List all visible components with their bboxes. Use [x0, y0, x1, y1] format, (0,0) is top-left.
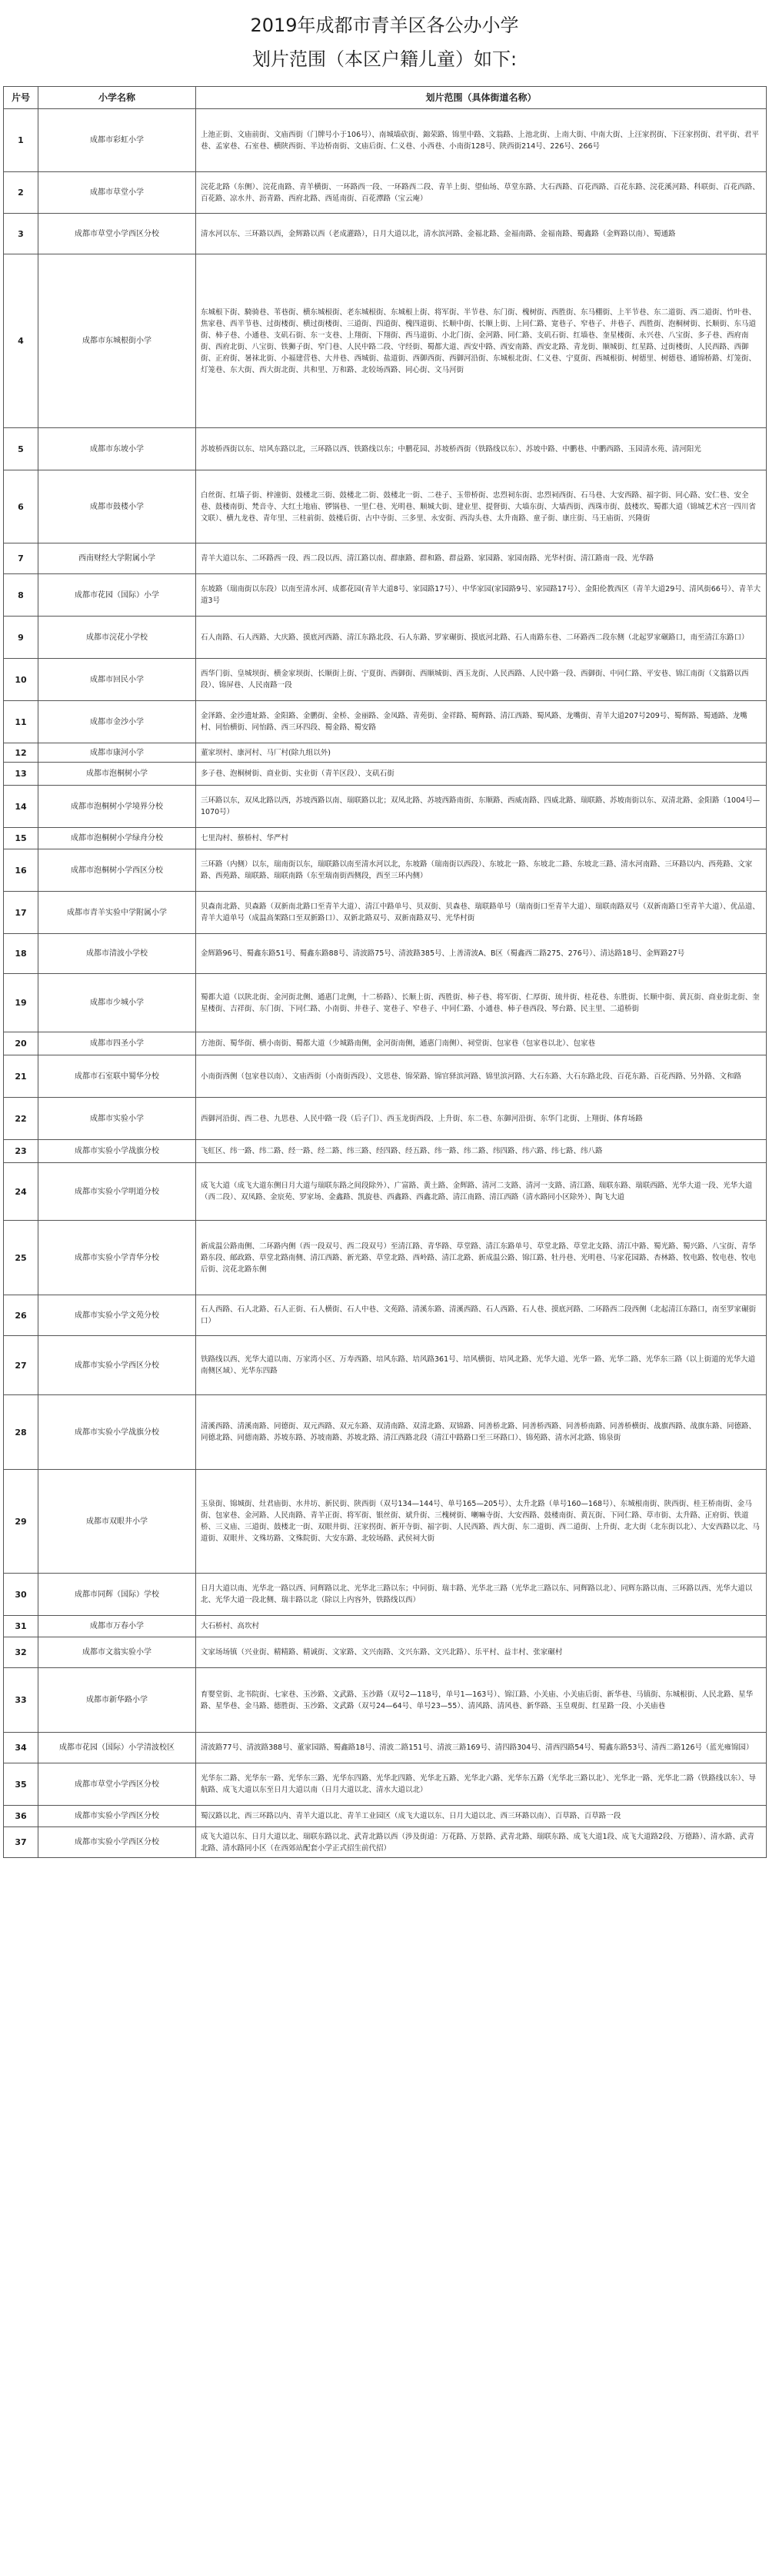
zone-range: 东城根下街、騎骑巷、苇巷街、横东城根街、老东城根街、东城根上街、将军街、半节巷、东门街、槐树街、西胜街、东马棚街、上半节巷、东二道街、西二道街、竹叶巷、焦家巷、西半节巷、过街楼街、横过街楼街、三道街、四道街、槐四道街、长顺中街、长顺上街、上同仁路、宽巷子、窄巷子、井巷子、西胜街、泡桐树街、长顺街、东马道街、柿子巷、小通巷、支矶石街、东一支巷、上翔街、下翔街、西马道街、小北门街、金河路、同仁路、支矶石街、红墙巷、奎星楼街、永兴巷、八宝街、多子巷、西府南街、西府北街、八宝街、铁狮子街、窄门巷、人民中路二段、守经街、蜀都大道、西安中路、西安南路、西安北路、青龙街、顺城街、红星路、过街楼街、人民西路、西御街、正府街、暑袜北街、小福建营巷、大井巷、西城街、盐道街、西御西街、西御河沿街、东城根北街、仁义巷、宁夏街、西城根街、树德里、树德巷、通锦桥路、灯笼街、灯笼巷、东大街、西大街北街、共和里、万和路、北较场西路、同心街、文马河街 [196, 254, 767, 428]
table-row [4, 1827, 767, 1858]
school-name: 成都市实验小学青华分校 [38, 1221, 196, 1295]
zone-range: 白丝街、红墙子街、梓潼街、鼓楼北三街、鼓楼北二街、鼓楼北一街、二巷子、玉带桥街、忠烈祠东街、忠烈祠西街、石马巷、大安西路、福字街、同心路、安仁巷、安全巷、鼓楼南街、梵音寺、大红土地庙、锣锅巷、一里仁巷、光明巷、顺城大街、建业里、提督街、大墙东街、大墙西街、西珠市街、鼓楼坎、蜀都大道（锦城艺术宫一四川省文联）、横九龙巷、青年里、三桂前街、鼓楼后街、古中寺街、三多里、永安街、西沟头巷、太升南路、童子街、康庄街、马王庙街、兴隆街 [196, 470, 767, 543]
zone-number: 20 [4, 1032, 38, 1055]
page-subtitle: 划片范围（本区户籍儿童）如下: [251, 48, 518, 70]
table-row [4, 828, 767, 849]
zone-range: 东坡路（瑞南街以东段）以南至清水河、成都花园(青羊大道8号、家园路17号）、中华家园(家园路9号、家园路17号）、金阳伦教西区（青羊大道29号、清风街66号）、青羊大道3号 [196, 574, 767, 617]
zone-range: 清溪西路、清溪南路、同德街、双元西路、双元东路、双清南路、双清北路、双锦路、同善桥北路、同善桥西路、同善桥南路、同善桥横街、战旗西路、战旗东路、同德路、同德北路、同德南路、苏坡东路、苏坡南路、苏坡北路、清江西路北段（清江中路路口至三环路口）、锦苑路、清水河北路、锦泉街 [196, 1395, 767, 1470]
school-name: 成都市实验小学战旗分校 [38, 1395, 196, 1470]
table-row [4, 974, 767, 1032]
school-name: 成都市少城小学 [38, 974, 196, 1032]
table-row [4, 701, 767, 743]
zone-range: 金泽路、金沙遗址路、金阳路、金鹏街、金桥、金丽路、金凤路、青苑街、金祥路、蜀辉路、清江西路、蜀风路、龙嘴街、青羊大道207号209号、蜀辉路、蜀通路、龙嘴村、同怡横街、同怡路、西三环四段、蜀金路、蜀安路 [196, 701, 767, 743]
zone-number: 11 [4, 701, 38, 743]
zone-number: 8 [4, 574, 38, 617]
zone-number: 27 [4, 1336, 38, 1395]
school-name: 成都市草堂小学 [38, 172, 196, 214]
table-row [4, 743, 767, 763]
zone-number: 31 [4, 1616, 38, 1637]
zone-range: 三环路（内侧）以东，瑞南街以东，瑞联路以南至清水河以北，东坡路（瑞南街以西段）、东坡北一路、东坡北二路、东坡北三路、清水河南路、三环路以内、西苑路、文家路、西苑路、瑞联路、瑞联南路（东至瑞南街西侧段，西至三环内侧） [196, 849, 767, 892]
zone-number: 34 [4, 1733, 38, 1763]
zone-range: 铁路线以西、光华大道以南、万家湾小区、万寿西路、培风东路、培风路361号、培风横街、培风北路、光华大道、光华一路、光华二路、光华东三路（以上街道的光华大道南侧区域）、光华东四路 [196, 1336, 767, 1395]
school-name: 成都市四圣小学 [38, 1032, 196, 1055]
zone-number: 9 [4, 617, 38, 659]
school-name: 成都市实验小学西区分校 [38, 1806, 196, 1827]
zone-number: 18 [4, 934, 38, 974]
table-row [4, 934, 767, 974]
school-name: 成都市双眼井小学 [38, 1470, 196, 1574]
page-title: 2019年成都市青羊区各公办小学 [250, 15, 519, 36]
school-name: 成都市实验小学文苑分校 [38, 1295, 196, 1336]
zone-number: 12 [4, 743, 38, 763]
zone-number: 24 [4, 1163, 38, 1221]
school-name: 成都市花园（国际）小学 [38, 574, 196, 617]
zone-number: 23 [4, 1140, 38, 1163]
zone-range: 苏坡桥西街以东、培风东路以北，三环路以西、铁路线以东；中鹏花园、苏坡桥西街（铁路线以东）、苏坡中路、中鹏巷、中鹏西路、玉园清水苑、清河阳光 [196, 428, 767, 470]
table-row [4, 109, 767, 172]
zone-number: 2 [4, 172, 38, 214]
zone-range: 上池正街、文庙前街、文庙西街（门牌号小于106号）、南城墙砍街、錦荣路、锦里中路、文翁路、上池北街、上南大街、中南大街、上汪家拐街、下汪家拐街、君平街、君平巷、孟家巷、石室巷、横陕西街、半边桥南街、文庙后街、仁义巷、小西巷、小南街128号、陕西街214号、226号、266号 [196, 109, 767, 172]
zone-range: 文家场场镇（兴业街、精精路、精诚街、文家路、文兴南路、文兴东路、文兴北路）、乐平村、益丰村、张家碾村 [196, 1637, 767, 1668]
table-row [4, 1470, 767, 1574]
zone-number: 33 [4, 1668, 38, 1733]
zone-range: 飞虹区、纬一路、纬二路、经一路、经二路、纬三路、经四路、经五路、纬一路、纬二路、纬四路、纬六路、纬七路、纬八路 [196, 1140, 767, 1163]
school-name: 成都市石室联中蜀华分校 [38, 1055, 196, 1098]
school-name: 成都市青羊实验中学附属小学 [38, 892, 196, 934]
zone-range: 七里沟村、蔡桥村、华严村 [196, 828, 767, 849]
zone-range: 石人南路、石人西路、大庆路、摸底河西路、清江东路北段、石人东路、罗家碾街、摸底河北路、石人南路东巷、二环路西二段东侧（北起罗家碾路口，南至清江东路口） [196, 617, 767, 659]
zone-range: 小南街西侧（包家巷以南）、文庙西街（小南街西段）、文思巷、锦荣路、锦官驿滨河路、锦里滨河路、大石东路、大石东路北段、百花东路、百花西路、另外路、文和路 [196, 1055, 767, 1098]
zone-number: 25 [4, 1221, 38, 1295]
school-name: 成都市花园（国际）小学清波校区 [38, 1733, 196, 1763]
table-row [4, 428, 767, 470]
zone-number: 17 [4, 892, 38, 934]
enrollment-zone-table [3, 86, 767, 1858]
table-row [4, 1616, 767, 1637]
zone-range: 金辉路96号、蜀鑫东路51号、蜀鑫东路88号、清波路75号、清波路385号、上善清波A、B区（蜀鑫西二路275、276号）、清达路18号、金辉路27号 [196, 934, 767, 974]
school-name: 成都市彩虹小学 [38, 109, 196, 172]
school-name: 成都市东城根街小学 [38, 254, 196, 428]
zone-range: 清波路77号、清波路388号、董家园路、蜀鑫路18号、清波二路151号、清波三路169号、清四路304号、清西四路54号、蜀鑫东路53号、清西二路126号（蓝光雍锦园） [196, 1733, 767, 1763]
zone-range: 成飞大道以东、日月大道以北、瑞联东路以北、武青北路以西（涉及街道：万花路、万景路、武青北路、瑞联东路、成飞大道1段、成飞大道路2段、万德路）、清水路、武青北路、清水路同小区（在西郊站配套小学正式招生前代招） [196, 1827, 767, 1858]
school-name: 成都市草堂小学西区分校 [38, 214, 196, 254]
school-name: 成都市回民小学 [38, 659, 196, 701]
table-row [4, 1668, 767, 1733]
table-row [4, 763, 767, 786]
zone-range: 日月大道以南、光华北一路以西、同辉路以北、光华北三路以东；中同街、瑞丰路、光华北三路（光华北三路以东、同辉路以北）、同辉东路以南、三环路以西、光华大道以北、光华大道一段北侧、瑞丰路以北（除以上内容外，铁路线以西） [196, 1574, 767, 1616]
school-name: 成都市实验小学 [38, 1098, 196, 1140]
school-name: 成都市文翁实验小学 [38, 1637, 196, 1668]
table-row [4, 1163, 767, 1221]
school-name: 成都市泡桐树小学西区分校 [38, 849, 196, 892]
zone-number: 29 [4, 1470, 38, 1574]
table-row [4, 172, 767, 214]
table-row [4, 1763, 767, 1806]
zone-range: 青羊大道以东、二环路西一段、西二段以西、清江路以南、群康路、群和路、群益路、家园路、家园南路、光华村街、清江路南一段、光华路 [196, 543, 767, 574]
zone-number: 26 [4, 1295, 38, 1336]
zone-number: 30 [4, 1574, 38, 1616]
table-row [4, 786, 767, 828]
table-row [4, 659, 767, 701]
zone-number: 13 [4, 763, 38, 786]
table-row [4, 1140, 767, 1163]
zone-number: 4 [4, 254, 38, 428]
zone-number: 36 [4, 1806, 38, 1827]
zone-number: 35 [4, 1763, 38, 1806]
zone-range: 西御河沿街、西二巷、九思巷、人民中路一段（后子门）、西玉龙街西段、上升街、东二巷、东御河沿街、东华门北街、上翔街、体育场路 [196, 1098, 767, 1140]
school-name: 成都市泡桐树小学绿舟分校 [38, 828, 196, 849]
zone-range: 石人西路、石人北路、石人正街、石人横街、石人中巷、文苑路、清溪东路、清溪西路、石人西路、石人巷、摸底河路、二环路西二段西侧（北起清江东路口，南至罗家碾街口） [196, 1295, 767, 1336]
school-name: 成都市实验小学战旗分校 [38, 1140, 196, 1163]
school-name: 成都市草堂小学西区分校 [38, 1763, 196, 1806]
zone-number: 37 [4, 1827, 38, 1858]
table-row [4, 1221, 767, 1295]
school-name: 成都市实验小学西区分校 [38, 1336, 196, 1395]
school-name: 成都市泡桐树小学境界分校 [38, 786, 196, 828]
table-row [4, 470, 767, 543]
header-zone-number: 片号 [4, 87, 38, 109]
zone-number: 1 [4, 109, 38, 172]
table-row [4, 1336, 767, 1395]
school-name: 成都市泡桐树小学 [38, 763, 196, 786]
zone-range: 多子巷、泡桐树街、商业街、实业街（青羊区段）、支矶石街 [196, 763, 767, 786]
table-row [4, 1733, 767, 1763]
header-zone-range: 划片范围（具体街道名称） [196, 87, 767, 109]
table-row [4, 1098, 767, 1140]
school-name: 成都市万春小学 [38, 1616, 196, 1637]
zone-number: 14 [4, 786, 38, 828]
zone-range: 方池街、蜀华街、横小南街、蜀都大道（少城路南侧，金河街南侧，通惠门南侧）、祠堂街、包家巷（包家巷以北）、包家巷 [196, 1032, 767, 1055]
zone-number: 22 [4, 1098, 38, 1140]
zone-range: 董家坝村、康河村、马厂村(除九组以外) [196, 743, 767, 763]
school-name: 西南财经大学附属小学 [38, 543, 196, 574]
table-row [4, 1806, 767, 1827]
zone-number: 5 [4, 428, 38, 470]
table-row [4, 1055, 767, 1098]
school-name: 成都市清波小学校 [38, 934, 196, 974]
zone-range: 清水河以东、三环路以西，金辉路以西（老成灌路），日月大道以北，清水滨河路、金福北路、金福南路、金福南路、蜀鑫路（金辉路以南）、蜀通路 [196, 214, 767, 254]
zone-number: 21 [4, 1055, 38, 1098]
table-row [4, 214, 767, 254]
school-name: 成都市实验小学明道分校 [38, 1163, 196, 1221]
zone-range: 贝森南北路、贝森路（双新南北路口至青羊大道）、清江中路单号、贝双街、贝森巷、瑞联路单号（瑞南街口至青羊大道）、瑞联南路双号（双新南路口至青羊大道）、优品道、青羊大道单号（成温高架路口至双新路口）、双新北路双号、双新南路双号、光华村街 [196, 892, 767, 934]
zone-range: 三环路以东，双凤北路以西，苏坡西路以南、瑞联路以北；双凤北路、苏坡西路南街、东顺路、西威南路、四威北路、瑞联路、苏坡南街以东、双清北路、金阳路（1004号—1070号） [196, 786, 767, 828]
zone-range: 玉泉街、锦城街、灶君庙街、水井坊、新民街、陕西街（双号134—144号、单号165—205号）、太升北路（单号160—168号）、东城根南街、陕西街、桂王桥南街、金马街、包家巷、金河路、人民南路、青羊正街、将军街、银丝街、斌升街、三槐树街、喇嘛寺街、大安西路、鼓楼南街、黄瓦街、下同仁路、草市街、太升路、正府街、铁道桥、三义庙、三道街、鼓楼北一街、双眼井街、汪家拐街、新开寺街、福字街、人民西路、西大街、东二道街、西二道街、上升街、北大街（北东街以北）、大安西路以北、马道街、双眼井、文殊坊路、文殊院街、大安东路、北较场路、武侯祠大街 [196, 1470, 767, 1574]
table-row [4, 543, 767, 574]
school-name: 成都市同辉（国际）学校 [38, 1574, 196, 1616]
school-name: 成都市鼓楼小学 [38, 470, 196, 543]
zone-number: 6 [4, 470, 38, 543]
zone-range: 蜀汉路以北、西三环路以内、青羊大道以北、青羊工业园区（成飞大道以东、日月大道以北、西三环路以南）、百草路、百草路一段 [196, 1806, 767, 1827]
header-school-name: 小学名称 [38, 87, 196, 109]
school-name: 成都市康河小学 [38, 743, 196, 763]
zone-range: 成飞大道（成飞大道东侧日月大道与瑞联东路之间段除外）、广富路、黄土路、金辉路、清河二支路、清河一支路、清江路、瑞联东路、瑞联西路、光华大道一段、光华大道（西二段）、双凤路、金宸苑、罗家场、金鑫路、凯旋巷、西鑫路、西鑫北路、清江南路、清江西路（清水路同小区除外）、陶飞大道 [196, 1163, 767, 1221]
zone-number: 19 [4, 974, 38, 1032]
zone-number: 15 [4, 828, 38, 849]
zone-range: 蜀都大道（以陕北街、金河街北侧、通惠门北侧，十二桥路）、长顺上街、西胜街、柿子巷、将军街、仁厚街、琉井街、桂花巷、东胜街、长顺中街、黄瓦街、商业街北街、奎星楼街、吉祥街、东门街、下同仁路、小南街、井巷子、宽巷子、窄巷子、中同仁路、小通巷、柿子巷西段、琴台路、民主里、二道桥街 [196, 974, 767, 1032]
zone-number: 3 [4, 214, 38, 254]
zone-range: 西华门街、皇城坝街、横金家坝街、长顺街上街、宁夏街、西御街、西顺城街、西玉龙街、人民西路、人民中路一段、西御街、中同仁路、平安巷、锦江南街（文翁路以西段）、锦屏巷、人民南路一段 [196, 659, 767, 701]
zone-range: 大石桥村、高坎村 [196, 1616, 767, 1637]
table-row [4, 617, 767, 659]
zone-range: 新成温公路南侧、二环路内侧（西一段双号、西二段双号）至清江路、青华路、草堂路、清江东路单号、草堂北路、草堂北支路、清江中路、蜀光路、蜀兴路、八宝街、青华路东段、邮政路、草堂北路南侧、清江西路、新光路、草堂北路、西岭路、清江北路、新成温公路、锦江路、牡丹巷、光明巷、马家花园路、杏林路、牧电路、牧电巷、牧电后街、浣花北路东侧 [196, 1221, 767, 1295]
table-row [4, 254, 767, 428]
zone-number: 32 [4, 1637, 38, 1668]
zone-number: 7 [4, 543, 38, 574]
school-name: 成都市浣花小学校 [38, 617, 196, 659]
zone-number: 10 [4, 659, 38, 701]
zone-number: 16 [4, 849, 38, 892]
school-name: 成都市金沙小学 [38, 701, 196, 743]
table-row [4, 1637, 767, 1668]
zone-number: 28 [4, 1395, 38, 1470]
table-row [4, 574, 767, 617]
school-name: 成都市东坡小学 [38, 428, 196, 470]
school-name: 成都市实验小学西区分校 [38, 1827, 196, 1858]
table-row [4, 849, 767, 892]
table-body [4, 109, 767, 1858]
table-header-row [4, 87, 767, 109]
table-row [4, 892, 767, 934]
zone-range: 光华东二路、光华东一路、光华东三路、光华东四路、光华北四路、光华北五路、光华北六路、光华东五路（光华北三路以北）、光华北一路、光华北二路（铁路线以东）、导航路、成飞大道以东至日月大道以南（日月大道以北、清水大道以北） [196, 1763, 767, 1806]
table-row [4, 1032, 767, 1055]
zone-range: 浣花北路（东侧）、浣花南路、青羊横街、一环路西一段、一环路西二段、青羊上街、望仙场、草堂东路、大石西路、百花西路、百花东路、浣花溪河路、科联街、百花西路、百花路、凉水井、沥青路、西府北路、西延南街、百花潭路（宝云庵） [196, 172, 767, 214]
table-row [4, 1574, 767, 1616]
table-row [4, 1295, 767, 1336]
table-row [4, 1395, 767, 1470]
zone-range: 育婴堂街、北书院街、七家巷、玉沙路、文武路、玉沙路（双号2—118号，单号1—163号）、锦江路、小关庙、小关庙后街、新华巷、马镇街、东城根街、人民北路、星华路、星华巷、金马路、德胜街、玉沙路、文武路（双号24—64号、单号23—55）、清风路、清风巷、新华路、玉皇观街、红星路一段、小关庙巷 [196, 1668, 767, 1733]
school-name: 成都市新华路小学 [38, 1668, 196, 1733]
